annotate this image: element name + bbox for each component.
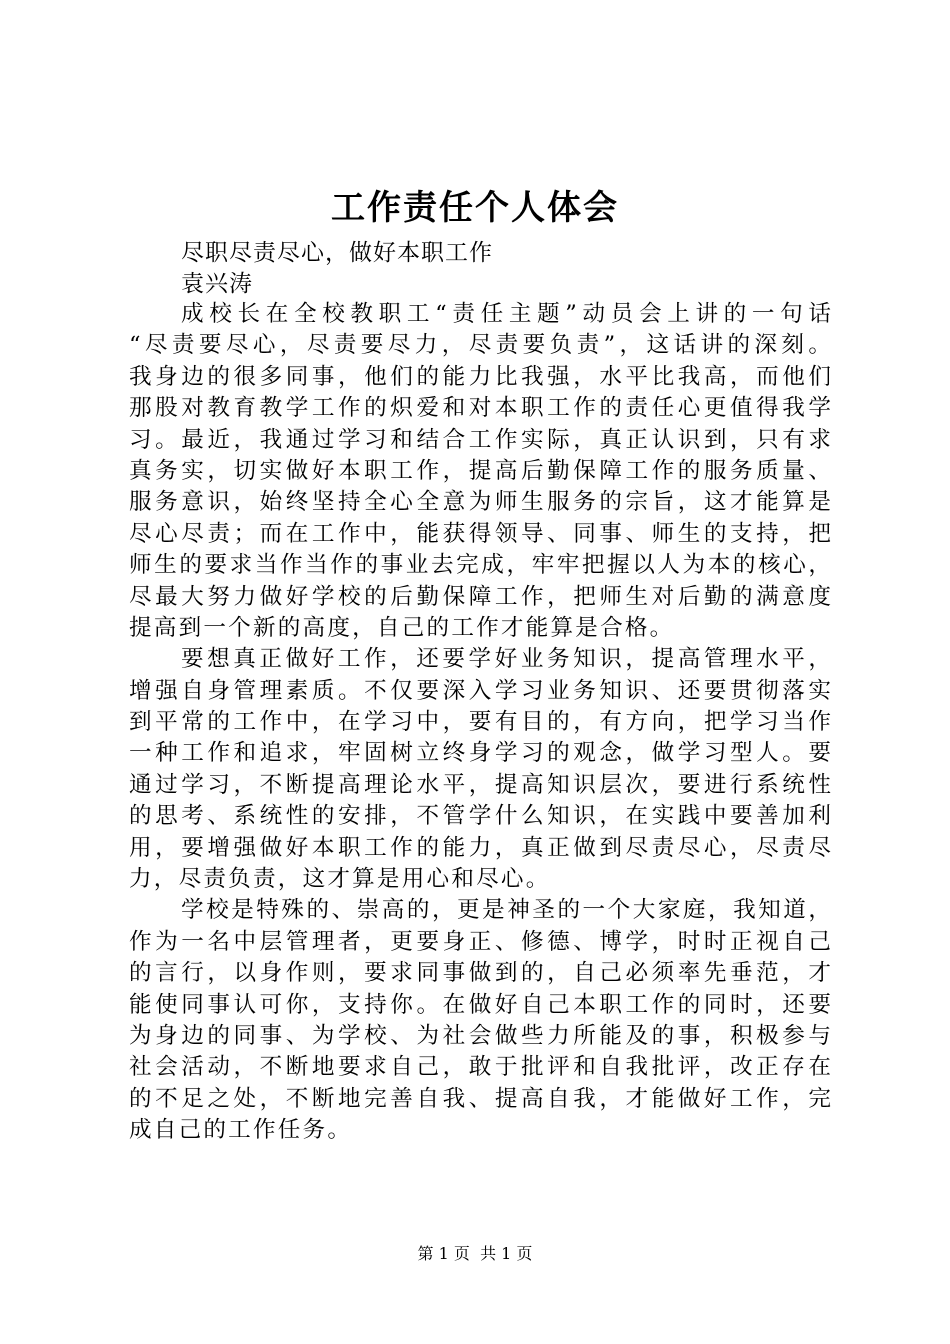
- text-line: 的言行，以身作则，要求同事做到的，自己必须率先垂范，才: [129, 960, 831, 987]
- text-line: 作为一名中层管理者，更要身正、修德、博学，时时正视自己: [129, 928, 831, 955]
- text-line: 到平常的工作中，在学习中，要有目的，有方向，把学习当作: [129, 709, 831, 736]
- document-subtitle: 尽职尽责尽心，做好本职工作: [181, 240, 493, 266]
- text-line: 力，尽责负责，这才算是用心和尽心。: [129, 866, 551, 893]
- text-line: 增强自身管理素质。不仅要深入学习业务知识、还要贯彻落实: [129, 677, 831, 704]
- text-line: “尽责要尽心，尽责要尽力，尽责要负责”，这话讲的深刻。: [129, 332, 831, 359]
- text-line: 社会活动，不断地要求自己，敢于批评和自我批评，改正存在: [129, 1054, 831, 1081]
- page-footer: [0, 1243, 950, 1265]
- text-line: 成自己的工作任务。: [129, 1117, 353, 1144]
- text-line: 提高到一个新的高度，自己的工作才能算是合格。: [129, 614, 675, 641]
- page-number: 第 1 页 共 1 页: [417, 1244, 533, 1263]
- document-author: 袁兴涛: [181, 271, 253, 297]
- paragraph: [129, 299, 831, 644]
- text-line: 习。最近，我通过学习和结合工作实际，真正认识到，只有求: [129, 426, 831, 453]
- text-line: 一种工作和追求，牢固树立终身学习的观念，做学习型人。要: [129, 740, 831, 767]
- text-line: 那股对教育教学工作的炽爱和对本职工作的责任心更值得我学: [129, 395, 831, 422]
- text-line: 真务实，切实做好本职工作，提高后勤保障工作的服务质量、: [129, 457, 831, 484]
- document-title: 工作责任个人体会: [331, 188, 619, 228]
- text-line: 能使同事认可你，支持你。在做好自己本职工作的同时，还要: [129, 991, 831, 1018]
- text-line: 成校长在全校教职工“责任主题”动员会上讲的一句话: [181, 301, 831, 327]
- text-line: 通过学习，不断提高理论水平，提高知识层次，要进行系统性: [129, 771, 831, 798]
- paragraph: [129, 895, 831, 1146]
- text-line: 要想真正做好工作，还要学好业务知识，提高管理水平，: [181, 646, 831, 673]
- text-line: 服务意识，始终坚持全心全意为师生服务的宗旨，这才能算是: [129, 489, 831, 516]
- text-line: 为身边的同事、为学校、为社会做些力所能及的事，积极参与: [129, 1022, 831, 1049]
- text-line: 师生的要求当作当作的事业去完成，牢牢把握以人为本的核心，: [129, 552, 831, 579]
- text-line: 的思考、系统性的安排，不管学什么知识，在实践中要善加利: [129, 803, 831, 830]
- text-line: 用，要增强做好本职工作的能力，真正做到尽责尽心，尽责尽: [129, 834, 831, 861]
- text-line: 我身边的很多同事，他们的能力比我强，水平比我高，而他们: [129, 363, 831, 390]
- text-line: 学校是特殊的、崇高的，更是神圣的一个大家庭，我知道，: [181, 897, 831, 924]
- text-line: 尽最大努力做好学校的后勤保障工作，把师生对后勤的满意度: [129, 583, 831, 610]
- document-body: [129, 299, 831, 1147]
- text-line: 尽心尽责；而在工作中，能获得领导、同事、师生的支持，把: [129, 520, 831, 547]
- text-line: 的不足之处，不断地完善自我、提高自我，才能做好工作，完: [129, 1085, 831, 1112]
- paragraph: [129, 644, 831, 895]
